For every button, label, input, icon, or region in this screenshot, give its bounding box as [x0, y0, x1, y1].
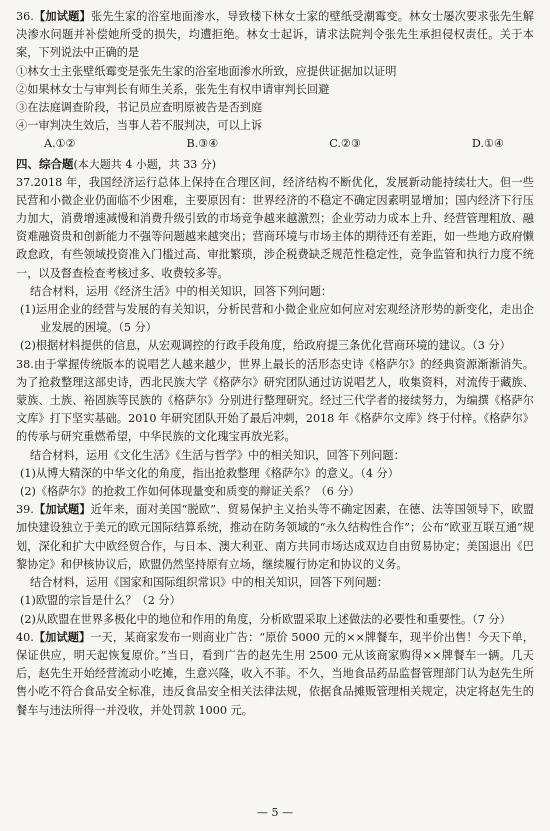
- material-text: 近年来，面对美国“脱欧”、贸易保护主义抬头等不确定因素，在德、法等国领导下，欧盟加快建设独立于美元的欧元国际结算系统，推动在防务领域的“永久结构性合作”；公布“欧亚互联互通”规划，深化和扩大中欧经贸合作，与日本、澳大利亚、南方共同市场达成双边自由贸易协定；美国退出《巴黎协定》和伊核协议后，欧盟仍然坚持原有立场，继续履行协定和协议的义务。: [16, 503, 534, 571]
- question-38: [16, 356, 534, 502]
- question-36-stem-text: 张先生家的浴室地面渗水，导致楼下林女士家的壁纸受潮霉变。林女士屡次要求张先生解决渗水问题并补偿她所受的损失，均遭拒绝。林女士起诉，请求法院判令张先生承担侵权责任。关于本案，下列说法中正确的是: [16, 10, 534, 60]
- section-heading: [16, 155, 534, 174]
- question-prompt: 结合材料，运用《经济生活》中的相关知识，回答下列问题：: [30, 284, 333, 298]
- option-d: D.①④: [471, 137, 504, 151]
- option-a: A.①②: [44, 137, 76, 151]
- question-36-stem: [16, 8, 534, 63]
- question-37: [16, 174, 534, 356]
- answer-options: [16, 135, 534, 153]
- question-tag: 【加试题】: [33, 630, 91, 644]
- sub-question-2: (2)从欧盟在世界多极化中的地位和作用的角度，分析欧盟采取上述做法的必要性和重要性。（7 分）: [20, 612, 511, 626]
- question-tag: 【加试题】: [33, 503, 91, 517]
- statement-item: ①林女士主张壁纸霉变是张先生家的浴室地面渗水所致，应提供证据加以证明: [16, 64, 397, 78]
- question-number: 37.: [16, 175, 34, 189]
- question-37-material: [16, 174, 534, 283]
- option-b: B.③④: [186, 137, 219, 151]
- sub-question-1: (1)欧盟的宗旨是什么？（2 分）: [20, 594, 181, 608]
- sub-question-1: (1)运用企业的经营与发展的有关知识，分析民营和小微企业应如何应对宏观经济形势的新变化，走出企业发展的困境。（5 分）: [20, 303, 534, 335]
- question-39: [16, 501, 534, 628]
- sub-question-1: (1)从博大精深的中华文化的角度，指出抢救整理《格萨尔》的意义。（4 分）: [20, 466, 399, 480]
- question-40-material: [16, 629, 534, 720]
- statement-item: ②如果林女士与审判长有师生关系，张先生有权申请审判长回避: [16, 82, 330, 96]
- question-number: 39.: [16, 503, 34, 517]
- statement-item: ④一审判决生效后，当事人若不服判决，可以上诉: [16, 119, 263, 133]
- question-number: 36.: [16, 10, 34, 23]
- question-prompt: 结合材料，运用《文化生活》《生活与哲学》中的相关知识，回答下列问题：: [30, 448, 405, 462]
- material-text: 2018 年，我国经济运行总体上保持在合理区间，经济结构不断优化，发展新动能持续壮大。但一些民营和小微企业仍面临不少困难，主要原因有：世界经济的不稳定不确定因素明显增加；国内经济下行压力加大，消费增速减慢和消费升级引致的市场竞争越来越激烈；企业劳动力成本上升、经营管理粗放、融资难融资贵和创新能力不强等问题越来越突出；营商环境与市场主体的期待还有差距，如一些地方政府懒政怠政，有些领域投资准入门槛过高、审批繁琐，涉企税费缺乏规范性稳定性，竞争监管和执行力度不统一，以及督查检查考核过多、收费较多等。: [16, 175, 534, 280]
- question-number: 38.: [16, 357, 34, 371]
- question-40: [16, 629, 534, 720]
- question-36: [16, 8, 534, 154]
- page-number: — 5 —: [257, 806, 293, 819]
- material-text: 一天，某商家发布一则商业广告：“原价 5000 元的××牌餐车，现半价出售！今天下单，保证供应，明天起恢复原价。”当日，看到广告的赵先生用 2500 元从该商家购得××牌餐车一辆。几天后，赵先生开始经营流动小吃摊，生意兴隆，收入不菲。不久，当地食品药品监督管理部门认为赵先生所售小吃不符合食品安全标准，违反食品安全相关法律法规，依据食品摊贩管理相关规定，决定将赵先生的餐车与违法所得一并没收，并处罚款 1000 元。: [16, 630, 534, 717]
- sub-question-2: (2)根据材料提供的信息，从宏观调控的行政手段角度，给政府提三条优化营商环境的建议。（3 分）: [20, 339, 511, 353]
- question-39-material: [16, 501, 534, 574]
- question-38-material: [16, 356, 534, 447]
- section-title: 四、综合题: [16, 156, 74, 171]
- material-text: 由于掌握传统版本的说唱艺人越来越少，世界上最长的活形态史诗《格萨尔》的经典资源渐渐消失。为了抢救整理这部史诗，西北民族大学《格萨尔》研究团队通过访说唱艺人，收集资料，对流传于藏族、蒙族、土族、裕固族等民族的《格萨尔》分别进行整理研究。经过三代学者的接续努力，为编撰《格萨尔文库》打下坚实基础。2010 年研究团队开始了最后冲刺，2018 年《格萨尔文库》终于付梓。《格萨尔》的传承与研究重燃希望，中华民族的文化瑰宝再放光彩。: [16, 357, 534, 444]
- statement-item: ③在法庭调查阶段，书记员应查明原被告是否到庭: [16, 101, 263, 115]
- question-number: 40.: [16, 630, 34, 644]
- question-tag: 【加试题】: [33, 10, 91, 23]
- sub-question-2: (2)《格萨尔》的抢救工作如何体现量变和质变的辩证关系？（6 分）: [20, 485, 360, 499]
- option-c: C.②③: [329, 137, 361, 151]
- section-note: (本大题共 4 小题，共 33 分): [73, 157, 217, 171]
- question-prompt: 结合材料，运用《国家和国际组织常识》中的相关知识，回答下列问题：: [30, 576, 389, 590]
